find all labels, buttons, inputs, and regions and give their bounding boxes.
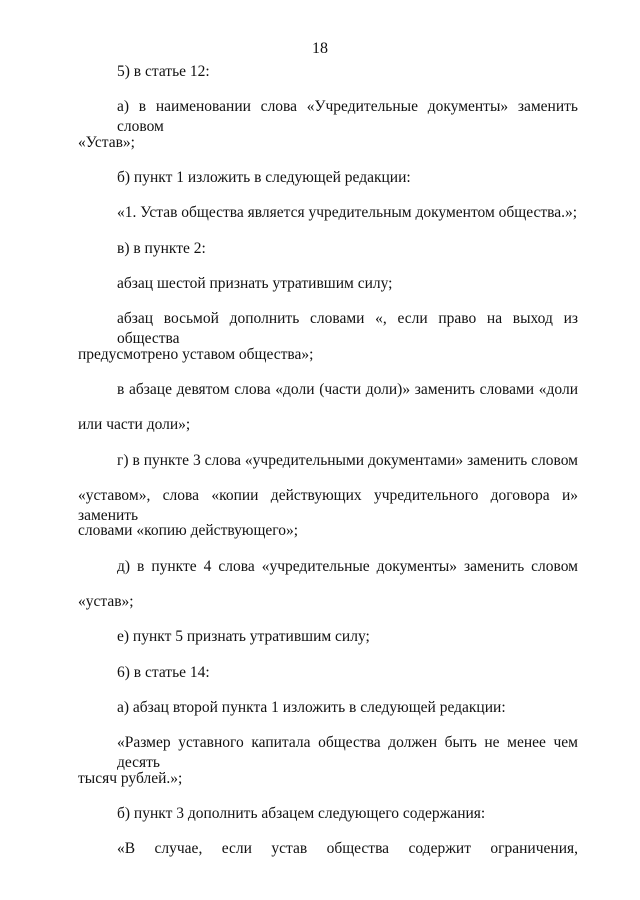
paragraph-line: абзац восьмой дополнить словами «, если право на выход из общества (117, 310, 578, 347)
paragraph-line: «Размер уставного капитала общества должен быть не менее чем десять (117, 734, 578, 771)
paragraph-line: в) в пункте 2: (117, 240, 206, 257)
paragraph-line: д) в пункте 4 слова «учредительные документы» заменить словом (117, 558, 578, 575)
paragraph-line: а) в наименовании слова «Учредительные документы» заменить словом (117, 98, 578, 135)
paragraph-line: словами «копию действующего»; (78, 522, 299, 539)
paragraph-line: а) абзац второй пункта 1 изложить в следующей редакции: (117, 699, 506, 716)
paragraph-line: в абзаце девятом слова «доли (части доли)» заменить словами «доли (117, 381, 578, 398)
paragraph-line: «В случае, если устав общества содержит ограничения, (117, 840, 578, 857)
page-number: 18 (312, 40, 328, 57)
paragraph-line: «устав»; (78, 593, 134, 610)
paragraph-line: тысяч рублей.»; (78, 770, 183, 787)
paragraph-line: е) пункт 5 признать утратившим силу; (117, 628, 370, 645)
paragraph-line: б) пункт 1 изложить в следующей редакции: (117, 169, 411, 186)
paragraph-line: «1. Устав общества является учредительным документом общества.»; (117, 204, 578, 221)
paragraph-line: «уставом», слова «копии действующих учредительного договора и» заменить (78, 487, 578, 524)
paragraph-line: «Устав»; (78, 134, 135, 151)
paragraph-line: г) в пункте 3 слова «учредительными документами» заменить словом (117, 452, 578, 469)
paragraph-line: 6) в статье 14: (117, 664, 210, 681)
paragraph-line: или части доли»; (78, 416, 191, 433)
paragraph-line: предусмотрено уставом общества»; (78, 346, 314, 363)
paragraph-line: 5) в статье 12: (117, 63, 210, 80)
paragraph-line: б) пункт 3 дополнить абзацем следующего содержания: (117, 805, 486, 822)
paragraph-line: абзац шестой признать утратившим силу; (117, 275, 393, 292)
